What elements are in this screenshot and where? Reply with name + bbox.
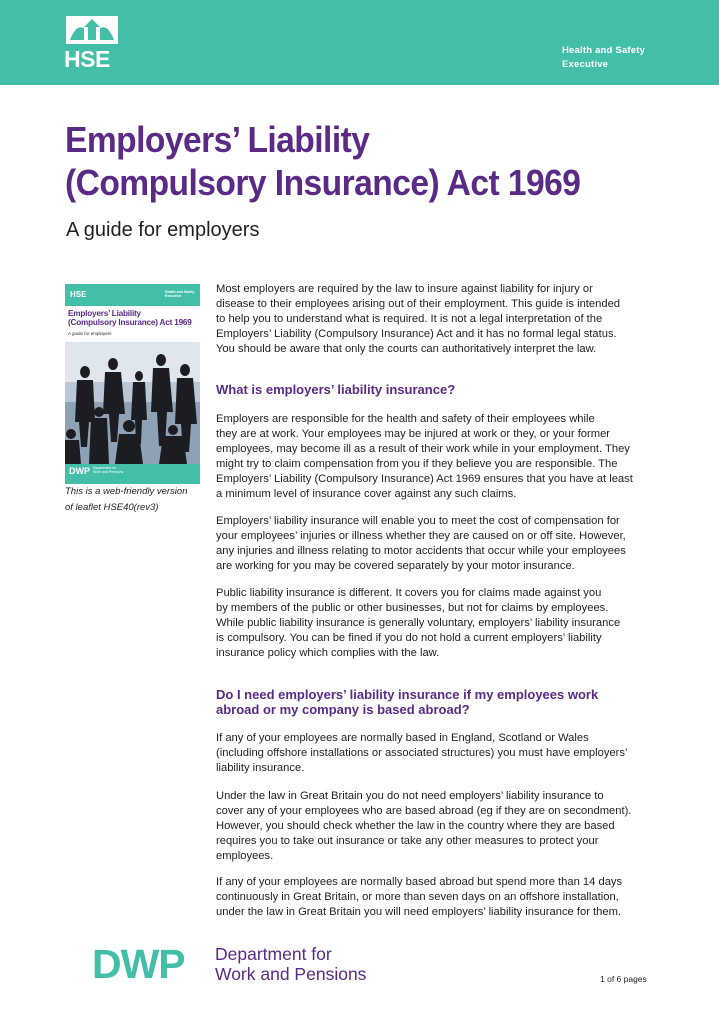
section1-p1-line: employees, may become ill as a result of their work while in your employment. They (216, 443, 630, 455)
section2-paragraph3 (216, 875, 661, 920)
section1-p1-line: Employers are responsible for the health and safety of their employees while (216, 413, 595, 425)
dept-line1: Department for (215, 944, 332, 964)
section2-p2-line: employees. (216, 850, 274, 862)
thumb-dept-line1: Department for (93, 466, 117, 470)
section2-p3-line: continuously in Great Britain, or more than seven days on an offshore installation, (216, 891, 619, 903)
section1-heading (216, 382, 661, 397)
cover-photo-silhouettes (65, 342, 200, 464)
section1-p2-line: any injuries and illness relating to motor accidents that occur while your employees (216, 545, 626, 557)
org-name-line1: Health and Safety (562, 45, 646, 56)
thumb-subtitle: A guide for employers (68, 331, 112, 336)
thumb-org-line2: Executive (165, 294, 182, 298)
section2-p1-line: (including offshore installations or associated structures) you must have employers’ (216, 747, 628, 759)
section1-p2-line: Employers’ liability insurance will enable you to meet the cost of compensation for (216, 515, 620, 527)
section1-p3-line: Public liability insurance is different. It covers you for claims made against you (216, 587, 602, 599)
dept-line2: Work and Pensions (215, 964, 367, 984)
section1-p2-line: your employees’ injuries or illness whether they are caused on or off site. However, (216, 530, 626, 542)
section1-p1-line: they are at work. Your employees may be injured at work or they, or your former (216, 428, 611, 440)
section1-p3-line: insurance policy which complies with the law. (216, 647, 440, 659)
thumbnail-caption (65, 484, 215, 516)
section1-paragraph3 (216, 586, 661, 661)
dwp-logo: DWP (92, 941, 185, 987)
section2-p3-line: under the law in Great Britain you will need employers’ liability insurance for them. (216, 906, 622, 918)
intro-paragraph (216, 282, 661, 357)
section1-p3-line: by members of the public or other businesses, but not for claims by employees. (216, 602, 609, 614)
section2-p2-line: Under the law in Great Britain you do not need employers’ liability insurance to (216, 790, 604, 802)
intro-line: Most employers are required by the law to insure against liability for injury or (216, 283, 593, 295)
org-name (562, 44, 645, 72)
thumb-org-name (165, 290, 194, 298)
section2-p2-line: However, you should check whether the law in the country where they are based (216, 820, 615, 832)
section2-p3-line: If any of your employees are normally based abroad but spend more than 14 days (216, 876, 623, 888)
hse-logo-text: HSE (64, 46, 110, 72)
page-count: 1 of 6 pages (600, 974, 647, 984)
section1-paragraph1 (216, 412, 661, 502)
section1-paragraph2 (216, 514, 661, 574)
cover-thumbnail (65, 284, 200, 484)
section2-p2-line: requires you to take out insurance or take any other measures to protect your (216, 835, 599, 847)
section2-heading-line1: Do I need employers’ liability insurance if my employees work (216, 687, 599, 702)
section2-p1-line: liability insurance. (216, 762, 305, 774)
section1-p1-line: might try to claim compensation from you if they believe you are responsible. The (216, 458, 618, 470)
section2-paragraph1 (216, 731, 661, 776)
document-subtitle: A guide for employers (66, 219, 260, 241)
thumb-dwp-logo: DWP (69, 466, 90, 476)
section1-p3-line: While public liability insurance is generally voluntary, employers’ liability insurance (216, 617, 621, 629)
hse-emblem-icon (64, 14, 120, 46)
thumb-dept-line2: Work and Pensions (93, 470, 124, 474)
section1-heading-text: What is employers’ liability insurance? (216, 382, 456, 397)
intro-line: disease to their employees arising out of their employment. This guide is intended (216, 298, 621, 310)
section2-p2-line: cover any of your employees who are based abroad (eg if they are on secondment). (216, 805, 632, 817)
section1-p1-line: a minimum level of insurance cover against any such claims. (216, 488, 517, 500)
dwp-department-name (215, 944, 366, 984)
section1-p1-line: Employers’ Liability (Compulsory Insurance) Act 1969 ensures that you have at least (216, 473, 633, 485)
caption-line1: This is a web-friendly version (65, 486, 188, 497)
thumb-hse-logo: HSE (70, 290, 87, 299)
section1-p2-line: are working for you may be covered separately by your motor insurance. (216, 560, 575, 572)
header-band (0, 0, 719, 85)
org-name-line2: Executive (562, 59, 609, 70)
thumb-dept-name (93, 466, 123, 474)
caption-line2: of leaflet HSE40(rev3) (65, 502, 159, 513)
section2-paragraph2 (216, 789, 661, 864)
section2-heading-line2: abroad or my company is based abroad? (216, 702, 470, 717)
title-line2: (Compulsory Insurance) Act 1969 (65, 162, 581, 203)
thumb-title (68, 309, 198, 327)
hse-logo (64, 14, 120, 72)
thumb-title-line1: Employers’ Liability (68, 309, 141, 318)
section2-heading (216, 687, 661, 717)
intro-line: Employers’ Liability (Compulsory Insurance) Act and it has no formal legal status. (216, 328, 617, 340)
intro-line: to help you to understand what is required. It is not a legal interpretation of the (216, 313, 603, 325)
thumb-title-line2: (Compulsory Insurance) Act 1969 (68, 318, 192, 327)
document-title (65, 118, 635, 204)
section2-p1-line: If any of your employees are normally based in England, Scotland or Wales (216, 732, 589, 744)
intro-line: You should be aware that only the courts can authoritatively interpret the law. (216, 343, 597, 355)
thumb-org-line1: Health and Safety (165, 290, 195, 294)
title-line1: Employers’ Liability (65, 119, 370, 160)
section1-p3-line: is compulsory. You can be fined if you do not hold a current employers’ liability (216, 632, 602, 644)
